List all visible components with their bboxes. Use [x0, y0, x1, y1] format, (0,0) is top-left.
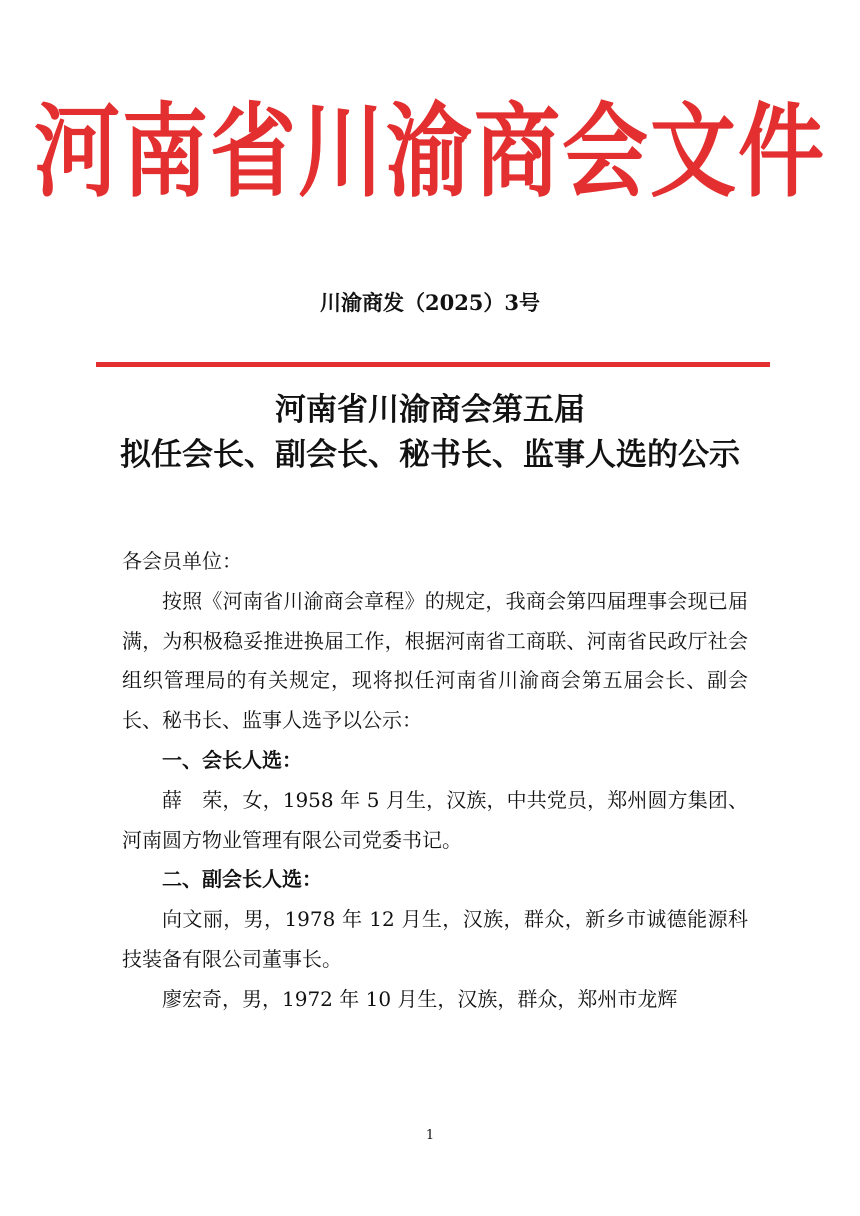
masthead-title: 河南省川渝商会文件 [34, 93, 826, 212]
president-candidate-entry: 薛 荣，女，1958 年 5 月生，汉族，中共党员，郑州圆方集团、河南圆方物业管理有限公司党委书记。 [122, 787, 748, 852]
document-number: 川渝商发（2025）3号 [319, 290, 541, 315]
document-body [122, 542, 748, 1020]
document-title [0, 388, 860, 478]
salutation: 各会员单位： [122, 549, 242, 573]
vice-president-candidate-entry: 廖宏奇，男，1972 年 10 月生，汉族，群众，郑州市龙辉 [162, 986, 678, 1011]
document-title-line-2: 拟任会长、副会长、秘书长、监事人选的公示 [120, 437, 740, 473]
section-heading-vice-president: 二、副会长人选： [162, 867, 322, 892]
red-divider-line [96, 362, 770, 367]
intro-paragraph: 按照《河南省川渝商会章程》的规定，我商会第四届理事会现已届满，为积极稳妥推进换届工作，根据河南省工商联、河南省民政厅社会组织管理局的有关规定，现将拟任河南省川渝商会第五届会长、副会长、秘书长、监事人选予以公示： [122, 588, 748, 733]
document-title-line-1: 河南省川渝商会第五届 [275, 392, 585, 428]
vice-president-candidate-entry: 向文丽，男，1978 年 12 月生，汉族，群众，新乡市诚德能源科技装备有限公司董事长。 [122, 907, 748, 971]
section-heading-president: 一、会长人选： [162, 747, 302, 772]
page-number: 1 [425, 1128, 435, 1143]
